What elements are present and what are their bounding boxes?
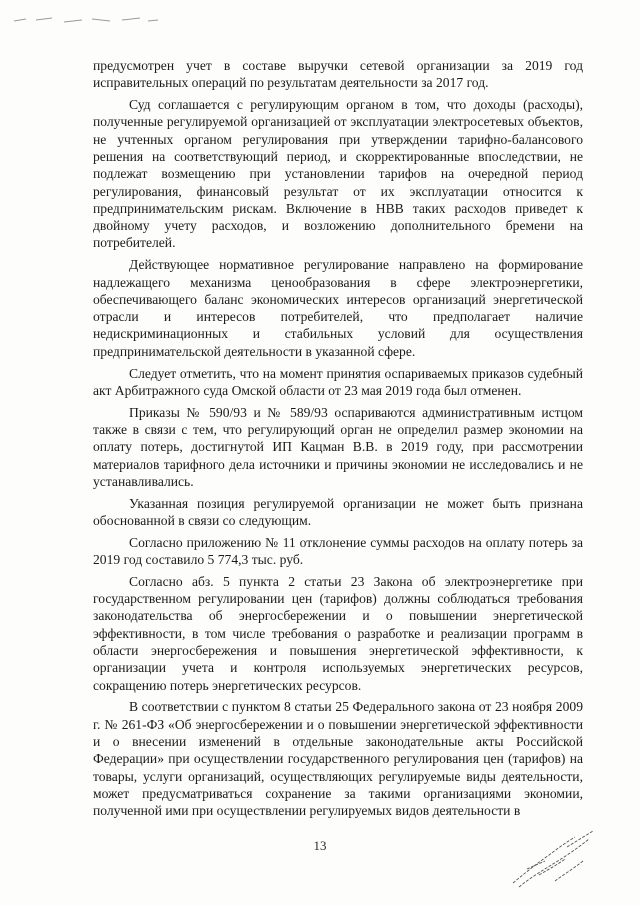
paragraph-1: предусмотрен учет в составе выручки сетевой организации за 2019 год исправительных операций по результатам деятельности за 2017 год. — [93, 58, 583, 91]
paragraph-6: Указанная позиция регулируемой организации не может быть признана обоснованной в связи со следующим. — [93, 495, 583, 528]
handwritten-signature — [505, 825, 600, 890]
scan-artifact-mark — [12, 12, 162, 26]
paragraph-7: Согласно приложению № 11 отклонение суммы расходов на оплату потерь за 2019 год составило 5 774,3 тыс. руб. — [93, 534, 583, 568]
paragraph-2: Суд соглашается с регулирующим органом в том, что доходы (расходы), полученные регулируемой организацией от эксплуатации электросетевых объектов, не учтенных органом регулирования при утверждении тарифно-балансового решения на соответствующий период, и скорректированные впоследствии, не подлежат возмещению при установлении тарифов на очередной период регулирования, финансовый результат от их эксплуатации относится к предпринимательским рискам. Включение в НВВ таких расходов приведет к двойному учету расходов, и возложению дополнительного бремени на потребителей. — [93, 97, 583, 251]
paragraph-5: Приказы № 590/93 и № 589/93 оспариваются административным истцом также в связи с тем, что регулирующий орган не определил размер экономии на оплату потерь, достигнутой ИП Кацман В.В. в 2019 году, при рассмотрении материалов тарифного дела источники и причины экономии не исследовались и не устанавливались. — [93, 404, 583, 489]
document-body — [93, 57, 583, 824]
page-number: 13 — [313, 838, 327, 853]
paragraph-9: В соответствии с пунктом 8 статьи 25 Федерального закона от 23 ноября 2009 г. № 261-ФЗ «Об энергосбережении и о повышении энергетической эффективности и о внесении изменений в отдельные законодательные акты Российской Федерации» при осуществлении государственного регулирования цен (тарифов) на товары, услуги организаций, осуществляющих регулируемые виды деятельности, может предусматриваться сохранение за такими организациями экономии, полученной ими при осуществлении регулируемых видов деятельности в — [93, 699, 583, 819]
paragraph-4: Следует отметить, что на момент принятия оспариваемых приказов судебный акт Арбитражного суда Омской области от 23 мая 2019 года был отменен. — [93, 365, 583, 398]
paragraph-8: Согласно абз. 5 пункта 2 статьи 23 Закона об электроэнергетике при государственном регулировании цен (тарифов) должны соблюдаться требования законодательства об энергосбережении и о повышении энергетической эффективности, в том числе требования о разработке и реализации программ в области энергосбережения и повышения энергетической эффективности, к организации учета и контроля используемых энергетических ресурсов, сокращению потерь энергетических ресурсов. — [93, 573, 583, 693]
paragraph-3: Действующее нормативное регулирование направлено на формирование надлежащего механизма ценообразования в сфере электроэнергетики, обеспечивающего баланс экономических интересов организаций энергетической отрасли и интересов потребителей, что предполагает наличие недискриминационных и стабильных условий для осуществления предпринимательской деятельности в указанной сфере. — [93, 257, 583, 359]
